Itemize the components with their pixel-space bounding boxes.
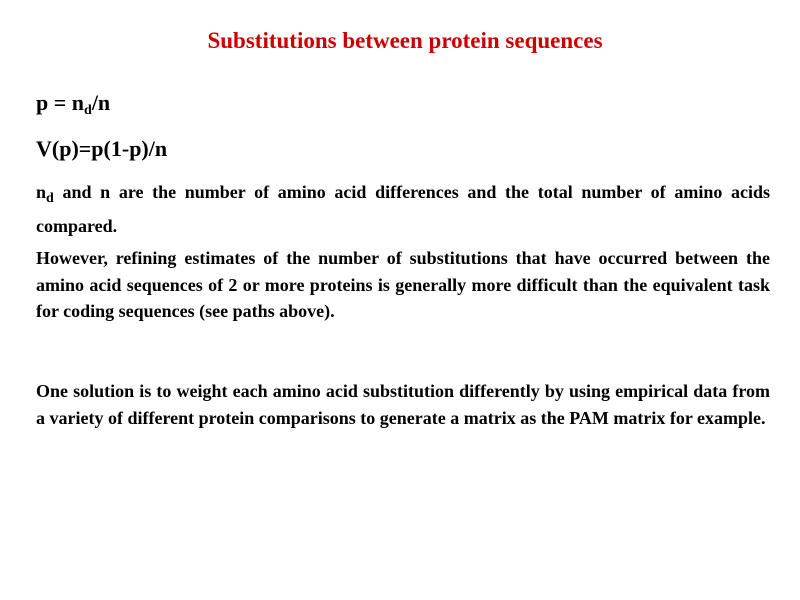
solution-paragraph: One solution is to weight each amino acid substitution differently by using empirical data from a variety of different protein comparisons to generate a matrix as the PAM matrix for example. [36, 381, 770, 428]
refining-paragraph: However, refining estimates of the number of substitutions that have occurred between the amino acid sequences of 2 or more proteins is generally more difficult than the equivalent task for coding sequences (see paths above). [36, 248, 770, 321]
formula-proportion-lhs: p = n [36, 90, 85, 115]
formula-proportion-rhs: /n [91, 90, 111, 115]
formula-proportion [36, 90, 110, 119]
definition-text: and n are the number of amino acid differences and the total number of amino acids compared. [36, 182, 770, 236]
definition-paragraph [36, 179, 770, 239]
formula-proportion-subscript: d [84, 103, 92, 118]
slide-title: Substitutions between protein sequences [207, 28, 603, 53]
definition-subscript: d [46, 191, 54, 206]
definition-symbol: n [36, 182, 47, 202]
formula-variance: V(p)=p(1-p)/n [36, 136, 168, 161]
